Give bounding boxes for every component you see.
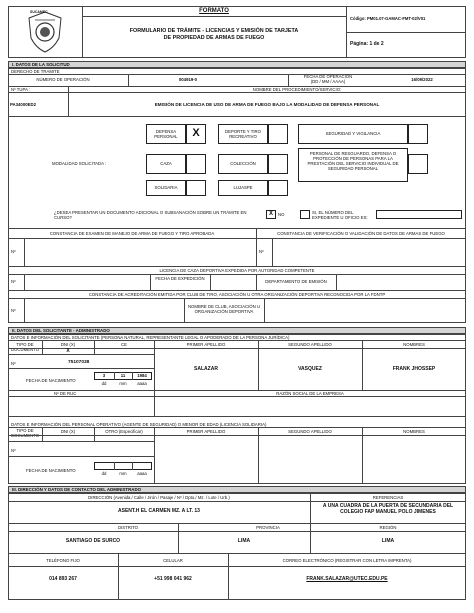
si-checkbox[interactable]: [300, 210, 310, 219]
segundo-apellido-label-2: SEGUNDO APELLIDO: [288, 429, 332, 434]
mm-label: mm: [119, 381, 127, 386]
deporte-label: DEPORTE Y TIRO RECREATIVO: [225, 129, 261, 139]
distrito-value[interactable]: SANTIAGO DE SURCO: [65, 538, 121, 544]
si-label: SI, EL NÚMERO DEL EXPEDIENTE U OFICIO ES:: [312, 210, 368, 220]
fecha-expedicion-label: FECHA DE EXPEDICIÓN: [155, 276, 205, 281]
licencia-caza-nro-label: Nº: [11, 279, 16, 284]
provincia-value[interactable]: LIMA: [237, 538, 251, 544]
fecha-nac-mm[interactable]: 11: [120, 373, 126, 378]
coleccion-checkbox[interactable]: [268, 154, 288, 174]
region-value[interactable]: LIMA: [381, 538, 395, 544]
primer-apellido-value[interactable]: SALAZAR: [194, 366, 218, 372]
celular-value[interactable]: +51 998 041 962: [154, 576, 192, 582]
region-label: REGIÓN: [379, 525, 397, 530]
formato-label: FORMATO: [199, 8, 229, 14]
form-code: Código: PM01.07-GAMAC-FMT-02/V01: [350, 16, 426, 21]
solidaria-label: SOLIDARIA: [154, 185, 178, 190]
constancia-verificacion-nro-label: Nº: [259, 249, 264, 254]
logo-text: SUCAMEC: [30, 10, 48, 14]
expediente-input[interactable]: [376, 210, 462, 219]
provincia-label: PROVINCIA: [256, 525, 280, 530]
no-label: NO: [278, 212, 285, 217]
direccion-value[interactable]: ASENT.H EL CARMEN MZ. A LT. 13: [118, 508, 200, 514]
departamento-emision-label: DEPARTAMENTO DE EMISIÓN: [265, 279, 327, 284]
email-value[interactable]: FRANK.SALAZAR@UTEC.EDU.PE: [306, 576, 388, 582]
caza-checkbox[interactable]: [186, 154, 206, 174]
otro-label: OTRO (Especificar): [105, 429, 143, 434]
nro-operacion-value[interactable]: 004919-0: [178, 77, 198, 82]
section-2-frame: [8, 334, 466, 484]
nombres-label: NOMBRES: [403, 342, 425, 347]
primer-apellido-label: PRIMER APELLIDO: [186, 342, 226, 347]
fecha-operacion-label: FECHA DE OPERACIÓN: [303, 74, 353, 79]
dni-x-mark[interactable]: X: [66, 348, 70, 354]
lujaspe-checkbox[interactable]: [268, 180, 288, 196]
seguridad-checkbox[interactable]: [408, 124, 428, 144]
nro-doc-label-2: Nº: [11, 448, 16, 453]
tupa-label: Nº TUPA :: [11, 87, 31, 92]
section-1-title: I. DATOS DE LA SOLICITUD: [8, 61, 466, 68]
defensa-personal-x: X: [192, 127, 200, 139]
ce-label: CE: [121, 342, 127, 347]
telefono-value[interactable]: 014 893 267: [49, 576, 77, 582]
segundo-apellido-label: SEGUNDO APELLIDO: [288, 342, 332, 347]
nro-operacion-label: NÚMERO DE OPERACIÓN: [36, 77, 90, 82]
direccion-label: DIRECCIÓN (Avenida / Calle / Jirón / Pasaje / Nº / Dpto./ Mz. / Lote / Urb.): [88, 495, 230, 500]
primer-apellido-label-2: PRIMER APELLIDO: [186, 429, 226, 434]
aaaa-label: aaaa: [137, 381, 147, 386]
fecha-nacimiento-label: FECHA DE NACIMIENTO: [26, 378, 76, 383]
distrito-label: DISTRITO: [118, 525, 138, 530]
acreditacion-nro-label: Nº: [11, 308, 16, 313]
tipo-doc-label: TIPO DE DOCUMENTO: [10, 342, 40, 352]
section-3-title: III. DIRECCIÓN Y DATOS DE CONTACTO DEL ADMINISTRADO: [8, 486, 466, 493]
dd-label: dd: [101, 381, 107, 386]
club-label: NOMBRE DE CLUB, ASOCIACIÓN U ORGANIZACIÓN DEPORTIVA: [187, 304, 261, 314]
fecha-nac-boxes-2[interactable]: [94, 462, 152, 470]
segundo-apellido-value[interactable]: VASQUEZ: [298, 366, 322, 372]
tipo-doc-label-2: TIPO DE DOCUMENTO: [10, 428, 40, 438]
defensa-personal-label: DEFENSA PERSONAL: [154, 129, 178, 139]
tupa-value[interactable]: PA34000ED2: [10, 102, 36, 107]
constancia-verificacion-label: CONSTANCIA DE VERIFICACIÓN O VALIDACIÓN DE DATOS DE ARMAS DE FUEGO: [277, 231, 445, 236]
resguardo-checkbox[interactable]: [408, 154, 428, 174]
constancia-acreditacion-label: CONSTANCIA DE ACREDITACIÓN EMITIDA POR CLUB DE TIRO, ASOCIACIÓN U OTRA ORGANIZACIÓN DEPORTIVA RECONOCIDA POR LA FDNTP: [88, 292, 386, 297]
celular-label: CELULAR: [163, 558, 183, 563]
modalidad-label: MODALIDAD SOLICITADA :: [52, 161, 107, 166]
pregunta-documento: ¿DESEA PRESENTAR UN DOCUMENTO ADICIONAL O SUBSANACIÓN SOBRE UN TRÁMITE EN CURSO?: [54, 210, 247, 220]
operativo-sub: DATOS E INFORMACIÓN DEL PERSONAL OPERATIVO (AGENTE DE SEGURIDAD) O MENOR DE EDAD (LICENCIA SOLIDARIA): [11, 422, 267, 427]
resguardo-label: PERSONAL DE RESGUARDO, DEFENSA O PROTECCIÓN DE PERSONAS PARA LA PRESTACIÓN DEL SERVICIO INDIVIDUAL DE SEGURIDAD PERSONAL: [307, 151, 399, 171]
ruc-label: Nº DE RUC: [54, 391, 77, 396]
razon-social-label: RAZÓN SOCIAL DE LA EMPRESA: [276, 391, 344, 396]
nro-doc-label: Nº: [11, 361, 16, 366]
section-2-title: II. DATOS DEL SOLICITANTE - ADMINISTRADO: [8, 327, 466, 334]
page-indicator: Página: 1 de 2: [350, 41, 384, 47]
no-x-mark: X: [268, 211, 273, 217]
fecha-operacion-value[interactable]: 16/09/2022: [411, 77, 433, 82]
email-label: CORREO ELECTRÓNICO (REGISTRAR CON LETRA IMPRENTA): [282, 558, 412, 563]
nombres-label-2: NOMBRES: [403, 429, 425, 434]
form-title-line2: DE PROPIEDAD DE ARMAS DE FUEGO: [163, 35, 265, 41]
aaaa-label-2: aaaa: [137, 471, 147, 476]
constancia-examen-nro-label: Nº: [11, 249, 16, 254]
fecha-nac-dd[interactable]: 3: [102, 373, 106, 378]
form-page: [8, 6, 466, 606]
telefono-label: TELÉFONO FIJO: [46, 558, 80, 563]
dni-label: DNI (X): [60, 342, 76, 347]
lujaspe-label: LUJASPE: [233, 185, 253, 190]
caza-label: CAZA: [160, 161, 172, 166]
solicitante-sub: DATOS E INFORMACIÓN DEL SOLICITANTE (PERSONA NATURAL, REPRESENTANTE LEGAL O APODERADO DE LA PERSONA JURÍDICA): [11, 335, 290, 340]
mm-label-2: mm: [119, 471, 127, 476]
fecha-operacion-sub: (DD / MM / AAAA): [310, 79, 346, 84]
fecha-nacimiento-label-2: FECHA DE NACIMIENTO: [26, 468, 76, 473]
referencia-value[interactable]: A UNA CUADRA DE LA PUERTA DE SECUNDARIA DEL COLEGIO FAP MANUEL POLO JIMENES: [322, 503, 454, 515]
deporte-checkbox[interactable]: [268, 124, 288, 144]
nro-doc-value[interactable]: 75107038: [68, 360, 90, 365]
fecha-nac-aaaa[interactable]: 1984: [137, 373, 147, 378]
procedimiento-value[interactable]: EMISIÓN DE LICENCIA DE USO DE ARMA DE FUEGO BAJO LA MODALIDAD DE DEFENSA PERSONAL: [154, 102, 380, 107]
coleccion-label: COLECCIÓN: [230, 161, 256, 166]
seguridad-label: SEGURIDAD Y VIGILANCIA: [325, 131, 381, 136]
form-title-line1: FORMULARIO DE TRÁMITE - LICENCIAS Y EMISIÓN DE TARJETA: [129, 28, 299, 34]
licencia-caza-label: LICENCIA DE CAZA DEPORTIVA EXPEDIDA POR AUTORIDAD COMPETENTE: [159, 268, 315, 273]
solidaria-checkbox[interactable]: [186, 180, 206, 196]
derecho-label: DERECHO DE TRAMITE: [11, 69, 60, 74]
procedimiento-label: NOMBRE DEL PROCEDIMIENTO/SERVICIO:: [252, 87, 342, 92]
nombres-value[interactable]: FRANK JHOSSEP: [392, 366, 436, 372]
referencias-label: REFERENCIAS: [372, 495, 404, 500]
sucamec-logo: [26, 10, 64, 54]
dd-label-2: dd: [101, 471, 107, 476]
dni-label-2: DNI (X): [60, 429, 76, 434]
constancia-examen-label: CONSTANCIA DE EXAMEN DE MANEJO DE ARMA DE FUEGO Y TIRO APROBADA: [49, 231, 215, 236]
